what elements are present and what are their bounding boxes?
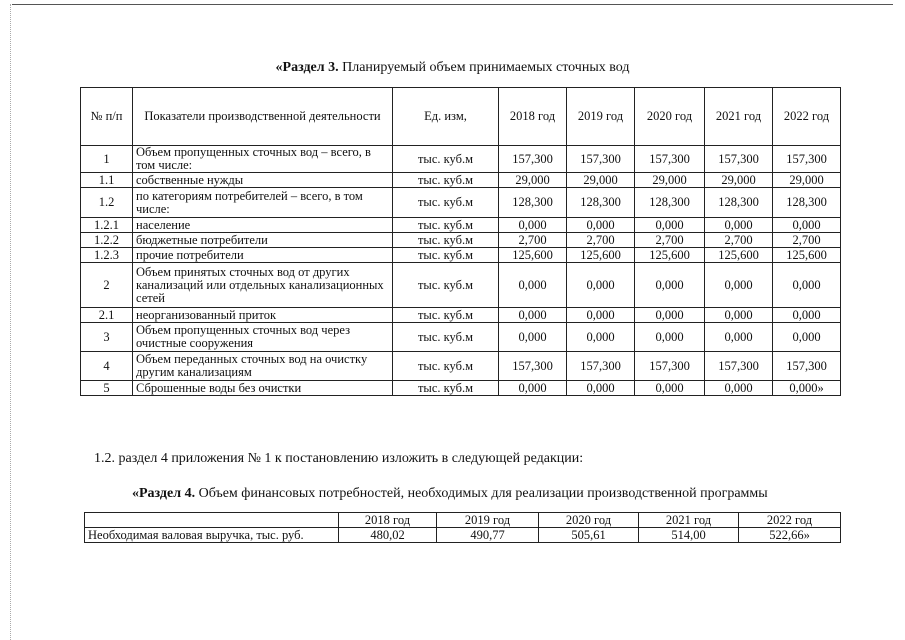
row-value: 0,000 (567, 323, 635, 352)
row-value: 0,000 (705, 218, 773, 233)
column-header: 2018 год (499, 88, 567, 146)
row-value: 0,000 (499, 381, 567, 396)
section4-title-text: Объем финансовых потребностей, необходимых для реализации производственной программы (195, 486, 768, 501)
row-value: 0,000 (773, 218, 841, 233)
row-unit: тыс. куб.м (393, 218, 499, 233)
row-value: 0,000 (635, 263, 705, 308)
wastewater-volume-table (80, 87, 841, 396)
row-indicator-name: по категориям потребителей – всего, в том числе: (133, 188, 393, 218)
row-unit: тыс. куб.м (393, 146, 499, 173)
page-top-border (12, 4, 893, 5)
row-value: 125,600 (773, 248, 841, 263)
row-value: 128,300 (567, 188, 635, 218)
row-number: 1.2.1 (81, 218, 133, 233)
row-value: 157,300 (567, 352, 635, 381)
row-value: 0,000 (705, 323, 773, 352)
row-value: 125,600 (567, 248, 635, 263)
row-value: 0,000 (567, 308, 635, 323)
row-value: 0,000 (567, 218, 635, 233)
row-value: 128,300 (499, 188, 567, 218)
row-value: 29,000 (499, 173, 567, 188)
row-unit: тыс. куб.м (393, 233, 499, 248)
row-unit: тыс. куб.м (393, 248, 499, 263)
table-row (81, 263, 841, 308)
row-value: 0,000 (499, 263, 567, 308)
section3-title-bold: «Раздел 3. (275, 60, 339, 75)
row-unit: тыс. куб.м (393, 352, 499, 381)
row-indicator-name: Объем пропущенных сточных вод через очистные сооружения (133, 323, 393, 352)
row-value: 0,000 (567, 381, 635, 396)
row-indicator-name: бюджетные потребители (133, 233, 393, 248)
row-unit: тыс. куб.м (393, 173, 499, 188)
page-left-border (10, 4, 11, 640)
row-value: 480,02 (339, 528, 437, 543)
row-value: 157,300 (773, 352, 841, 381)
row-value: 157,300 (705, 146, 773, 173)
row-number: 4 (81, 352, 133, 381)
row-value: 128,300 (635, 188, 705, 218)
row-value: 0,000 (499, 218, 567, 233)
column-header: 2018 год (339, 513, 437, 528)
table-row (81, 352, 841, 381)
column-header: 2021 год (639, 513, 739, 528)
row-number: 1.2.2 (81, 233, 133, 248)
row-value: 157,300 (635, 352, 705, 381)
row-value: 125,600 (705, 248, 773, 263)
row-value: 128,300 (705, 188, 773, 218)
row-indicator-name: неорганизованный приток (133, 308, 393, 323)
table-row (85, 528, 841, 543)
table-row (81, 188, 841, 218)
column-header: Ед. изм, (393, 88, 499, 146)
instruction-paragraph: 1.2. раздел 4 приложения № 1 к постановлению изложить в следующей редакции: (94, 451, 584, 466)
financial-needs-table (84, 512, 841, 543)
column-header: 2020 год (635, 88, 705, 146)
column-header: 2022 год (773, 88, 841, 146)
row-value: 157,300 (567, 146, 635, 173)
row-value: 2,700 (499, 233, 567, 248)
column-header: 2020 год (539, 513, 639, 528)
row-value: 125,600 (635, 248, 705, 263)
row-value: 128,300 (773, 188, 841, 218)
row-value: 157,300 (773, 146, 841, 173)
row-value: 29,000 (635, 173, 705, 188)
table-header-row (85, 513, 841, 528)
row-number: 5 (81, 381, 133, 396)
row-value: 157,300 (705, 352, 773, 381)
column-header: 2019 год (567, 88, 635, 146)
row-value: 29,000 (567, 173, 635, 188)
row-value: 522,66» (739, 528, 841, 543)
column-header: 2022 год (739, 513, 841, 528)
row-value: 157,300 (499, 352, 567, 381)
row-value: 0,000 (635, 218, 705, 233)
row-value: 0,000 (635, 381, 705, 396)
row-number: 1 (81, 146, 133, 173)
row-unit: тыс. куб.м (393, 188, 499, 218)
table-row (81, 173, 841, 188)
row-unit: тыс. куб.м (393, 263, 499, 308)
row-value: 157,300 (635, 146, 705, 173)
row-unit: тыс. куб.м (393, 308, 499, 323)
row-value: 0,000» (773, 381, 841, 396)
row-indicator-name: Сброшенные воды без очистки (133, 381, 393, 396)
row-value: 0,000 (499, 323, 567, 352)
row-number: 2 (81, 263, 133, 308)
column-header: Показатели производственной деятельности (133, 88, 393, 146)
row-value: 0,000 (773, 263, 841, 308)
row-value: 0,000 (567, 263, 635, 308)
table-row (81, 233, 841, 248)
row-unit: тыс. куб.м (393, 323, 499, 352)
row-indicator-name: прочие потребители (133, 248, 393, 263)
table-row (81, 218, 841, 233)
row-indicator-name: Объем принятых сточных вод от других канализаций или отдельных канализационных сетей (133, 263, 393, 308)
row-number: 1.1 (81, 173, 133, 188)
row-number: 2.1 (81, 308, 133, 323)
section3-title (0, 60, 905, 76)
row-value: 2,700 (635, 233, 705, 248)
row-number: 1.2.3 (81, 248, 133, 263)
column-header: 2019 год (437, 513, 539, 528)
row-indicator-name: население (133, 218, 393, 233)
row-value: 2,700 (773, 233, 841, 248)
column-header (85, 513, 339, 528)
row-value: 505,61 (539, 528, 639, 543)
row-value: 157,300 (499, 146, 567, 173)
table-row (81, 381, 841, 396)
table-row (81, 323, 841, 352)
row-value: 0,000 (705, 381, 773, 396)
column-header: № п/п (81, 88, 133, 146)
row-value: 125,600 (499, 248, 567, 263)
row-value: 0,000 (635, 308, 705, 323)
row-value: 0,000 (635, 323, 705, 352)
row-label: Необходимая валовая выручка, тыс. руб. (85, 528, 339, 543)
section4-title-bold: «Раздел 4. (132, 486, 196, 501)
row-value: 2,700 (705, 233, 773, 248)
row-indicator-name: Объем переданных сточных вод на очистку другим канализациям (133, 352, 393, 381)
row-value: 2,700 (567, 233, 635, 248)
row-number: 3 (81, 323, 133, 352)
row-value: 29,000 (773, 173, 841, 188)
column-header: 2021 год (705, 88, 773, 146)
section4-title (132, 486, 768, 502)
row-value: 0,000 (499, 308, 567, 323)
table-row (81, 308, 841, 323)
row-value: 0,000 (705, 263, 773, 308)
row-indicator-name: Объем пропущенных сточных вод – всего, в том числе: (133, 146, 393, 173)
section3-title-text: Планируемый объем принимаемых сточных вод (338, 60, 630, 75)
table-row (81, 248, 841, 263)
row-value: 0,000 (773, 323, 841, 352)
table-row (81, 146, 841, 173)
row-value: 29,000 (705, 173, 773, 188)
table-header-row (81, 88, 841, 146)
row-value: 514,00 (639, 528, 739, 543)
row-indicator-name: собственные нужды (133, 173, 393, 188)
row-value: 490,77 (437, 528, 539, 543)
row-value: 0,000 (773, 308, 841, 323)
row-unit: тыс. куб.м (393, 381, 499, 396)
row-number: 1.2 (81, 188, 133, 218)
row-value: 0,000 (705, 308, 773, 323)
